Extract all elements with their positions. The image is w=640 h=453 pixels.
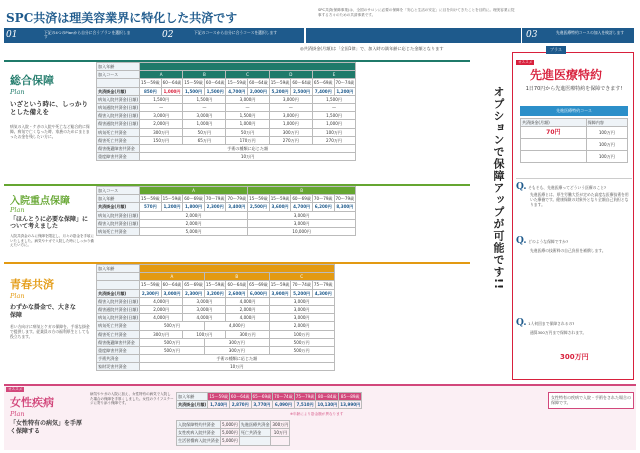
course-note: ◎共済掛金(月額)は「全国1律」で、加入時の満年齢に応じた金額となります bbox=[300, 46, 444, 51]
table-row: 病気入院共済金(日額) 2,000円 3,000円 bbox=[97, 211, 356, 219]
col-premium: 共済掛金(月額) bbox=[521, 119, 587, 127]
age-col: 15〜59歳 bbox=[141, 80, 160, 86]
table-row: 重度障害共済金 10万円 bbox=[97, 153, 356, 161]
premium-cell: 7,400円 bbox=[312, 87, 334, 95]
age-col: 15〜59歳 bbox=[227, 80, 247, 86]
table-row: 傷害死亡共済金 300万円 100万円 300万円 100万円 bbox=[97, 330, 335, 338]
course-a: A bbox=[140, 273, 205, 281]
course-b: B bbox=[248, 187, 356, 195]
table-row: 傷害後遺障害共済金 手術の種類に応じた額 bbox=[97, 144, 356, 152]
plus-badge: プラス bbox=[546, 46, 566, 54]
course-header: 加入コース bbox=[97, 71, 140, 79]
faq-amount: 300万円 bbox=[560, 353, 589, 361]
faq-answer: 先進医療の技術料の自己負担を補償します。 bbox=[530, 248, 606, 253]
premium-cell: 5,200円 bbox=[269, 87, 291, 95]
special-table bbox=[520, 118, 628, 163]
table-row: 100万円 bbox=[521, 139, 628, 151]
faq-1 bbox=[516, 182, 632, 192]
premium-cell: 1,000円 bbox=[161, 87, 183, 95]
course-b: B bbox=[204, 273, 269, 281]
side-note: 女性特有の疾病で入院・手術をされた場合の保障です。 bbox=[548, 392, 634, 409]
age-col: 15〜59歳 bbox=[270, 80, 290, 86]
premium-label: 共済掛金(月額) bbox=[97, 203, 140, 211]
plan-josei-note: ※年齢により掛金額が異なります bbox=[290, 412, 344, 416]
table-row: 100万円 bbox=[521, 151, 628, 163]
premium-cell: 1,200円 bbox=[334, 87, 356, 95]
course-c: C bbox=[226, 71, 269, 79]
special-desc: 1日70円から先進医療特約を保障できます! bbox=[525, 86, 623, 92]
course-c: C bbox=[269, 273, 334, 281]
special-title: 先進医療特約 bbox=[530, 68, 603, 82]
plan-josei-desc: 「女性特有の病気」を手厚く保障する bbox=[10, 420, 83, 435]
step-02: 02 bbox=[162, 30, 174, 40]
course-d: D bbox=[269, 71, 312, 79]
table-row: 傷害入院共済金(日額) 2,000円 3,000円 bbox=[97, 219, 356, 227]
divider bbox=[516, 178, 632, 179]
plan-seishun-name: 青春共済 bbox=[10, 278, 54, 291]
age-col: 60〜64歳 bbox=[249, 80, 268, 86]
age-col: 70〜74歳 bbox=[335, 80, 355, 86]
premium-cell: 1,500円 bbox=[204, 87, 226, 95]
faq-2 bbox=[516, 236, 632, 246]
table-row: 病気通院共済金(日額) — — — — — bbox=[97, 103, 356, 111]
faq-3 bbox=[516, 318, 632, 328]
table-row: 病気入院共済金(日額) 4,000円 4,000円 4,000円 3,000円 bbox=[97, 314, 335, 322]
table-row: 傷害通院共済金(日額) 2,000円 1,000円 1,000円 1,000円 1,000円 bbox=[97, 120, 356, 128]
intro-text: SPC共済(保障事業)は、全国のサロンに必要の保障を「安心と生活の安定」に目を向けてきたことを目的に。理美容業に従事する方々のための共済事業です。 bbox=[318, 8, 515, 18]
premium-cell: 2,500円 bbox=[291, 87, 313, 95]
age-header: 加入年齢 bbox=[97, 195, 140, 203]
faq-question: そもそも、先進医療ってどういう医療のこと? bbox=[528, 185, 607, 190]
plan-seishun-label: Plan bbox=[10, 292, 25, 300]
page-title: SPC共済は理美容業界に特化した共済です bbox=[6, 11, 238, 25]
table-row: 傷害入院共済金(日額) 3,000円 3,000円 1,500円 3,000円 1,500円 bbox=[97, 112, 356, 120]
table-row: 病気死亡共済金 500万円 4,000円 2,000円 bbox=[97, 322, 335, 330]
course-a: A bbox=[140, 71, 183, 79]
premium-cell: 2,000円 bbox=[248, 87, 270, 95]
q-icon: Q. bbox=[516, 318, 527, 328]
step-01-text: 下記の4つのPlanから自分に合うプランを選択します bbox=[44, 30, 131, 40]
plan-sogo-label: Plan bbox=[10, 88, 25, 96]
plan-nyuin-name: 入院重点保障 bbox=[10, 196, 70, 207]
premium-label: 共済掛金(月額) bbox=[97, 289, 140, 297]
q-icon: Q. bbox=[516, 182, 527, 192]
plan-seishun-detail: 若い方向けに病気とケガの保障を、手頃な掛金で提供します。従業員の方の福利厚生としても役立ちます。 bbox=[10, 324, 90, 340]
plan-seishun-desc: わずかな掛金で、大きな保障 bbox=[10, 304, 76, 319]
faq-answer: 通算300万円まで保障されます。 bbox=[530, 330, 587, 335]
step-03: 03 bbox=[526, 30, 538, 40]
premium-cell: 850円 bbox=[140, 87, 162, 95]
plan-sogo-detail: 病気の入院・ケガの入院や死亡など総合的に保障。病気で亡くなった時、家族のためにまとまったお金を残したい方に。 bbox=[10, 124, 90, 140]
faq-question: 1人何回まで保障されるの? bbox=[528, 321, 575, 326]
age-col: 65〜69歳 bbox=[313, 80, 333, 86]
age-col: 60〜64歳 bbox=[205, 80, 225, 86]
age-header: 加入年齢 bbox=[97, 63, 140, 71]
premium-cell: 4,700円 bbox=[226, 87, 248, 95]
course-e: E bbox=[312, 71, 355, 79]
plan-nyuin-label: Plan bbox=[10, 206, 25, 214]
table-row: 生活習慣病入院共済金 5,000円 bbox=[177, 437, 290, 445]
step-03-text: 先進医療特約コースの加入を検討します bbox=[556, 30, 625, 35]
osusume-badge: オススメ bbox=[518, 60, 533, 64]
premium-label: 共済掛金(月額) bbox=[178, 402, 207, 408]
plan-seishun-table: 加入年齢 A B C 15〜59歳 60〜64歳 65〜69歳 15〜59歳 60〜64歳 65〜69歳 15〜59歳 70〜74歳 75〜79歳 共済掛金(月額) 2,300円 3,000円 2,300円 3,200円 2,600円 6,000円 3,900円 5,200円 4,300円 傷害入院共済金(日額) 4,000円 3,000円 4,000円 3,000円 傷害通院共済金(日額) 2,000円 3,000円 2,000円 3,000円 病気入院共済金(日額) 4,000円 4,000円 4,000円 3,000円 病気死亡共済金 500万円 4,000円 2,000円 傷害死亡共済金 300万円 100万円 300万円 100万円 傷害後遺障害共済金 500万円 300万円 500万円 重度障害共済金 500万円 300万円 500万円 手術共済金 手術の種類に応じた額 家財災害共済金 10万円 bbox=[98, 266, 333, 370]
plan-josei-benefits bbox=[176, 420, 290, 446]
age-header: 加入年齢 bbox=[177, 393, 208, 401]
option-vertical-text: オプションで保障アップが可能です!! bbox=[492, 86, 505, 291]
col-benefit: 保障内容 bbox=[586, 119, 627, 127]
step-02-text: 下記のコースから自分に合うコースを選択します bbox=[194, 30, 278, 35]
course-b: B bbox=[183, 71, 226, 79]
table-row: 70円 100万円 bbox=[521, 127, 628, 139]
plan-nyuin-detail: 入院共済金のみに保障を限定し、月々の掛金を手頃にいたしました。病気やケガで入院した時にしっかり備えたい方に。 bbox=[10, 234, 94, 248]
age-col: 60〜64歳 bbox=[162, 80, 182, 86]
step-connector bbox=[306, 28, 521, 43]
osusume-badge: オススメ bbox=[8, 387, 23, 391]
table-row: 傷害死亡共済金 150万円 65万円 170万円 270万円 270万円 bbox=[97, 136, 356, 144]
table-row: 病気死亡共済金 300万円 50万円 50万円 300万円 100万円 bbox=[97, 128, 356, 136]
plan-sogo-desc: いざという時に、しっかりとした備えを bbox=[10, 100, 88, 116]
age-col: 15〜59歳 bbox=[184, 80, 203, 86]
table-row: 手術共済金 手術の種類に応じた額 bbox=[97, 355, 335, 363]
table-row: 女性疾病入院共済金 5,000円 死亡共済金 10万円 bbox=[177, 429, 290, 437]
table-row: 家財災害共済金 10万円 bbox=[97, 363, 335, 371]
plan-josei-detail: 病気やケガの入院に加え、女性特有の病気で入院した場合の保障を手厚くしました。女性のライフステージに寄り添う保障です。 bbox=[90, 392, 174, 406]
age-header: 加入年齢 bbox=[97, 265, 140, 273]
premium-label: 共済掛金(月額) bbox=[97, 87, 140, 95]
table-row: 病気死亡共済金 5,000円 10,000円 bbox=[97, 227, 356, 235]
table-row: 傷害後遺障害共済金 500万円 300万円 500万円 bbox=[97, 338, 335, 346]
plan-nyuin-desc: 「ほんとうに必要な保障」について考えました bbox=[10, 216, 89, 230]
table-row: 病気入院共済金(日額) 1,500円 1,500円 3,000円 3,000円 1,500円 bbox=[97, 95, 356, 103]
table-row: 重度障害共済金 500万円 300万円 500万円 bbox=[97, 346, 335, 354]
premium-cell: 1,500円 bbox=[183, 87, 205, 95]
plan-sogo-table bbox=[96, 62, 356, 161]
plan-josei-name: 女性疾病 bbox=[10, 396, 54, 409]
table-row: 入院保障特約共済金 5,000円 先進医療共済金 300万円 bbox=[178, 422, 289, 428]
plan-josei-table: 加入年齢 15〜59歳 60〜64歳 65〜69歳 70〜74歳 75〜79歳 80〜84歳 85〜89歳 共済掛金(月額) 1,740円 2,870円 3,770円 6,090円 7,510円 10,130円 13,990円 bbox=[178, 394, 361, 408]
plan-nyuin-table: 加入コース A B 加入年齢 15〜59歳 15〜59歳 60〜69歳 70〜79歳 70〜79歳 15〜59歳 15〜59歳 60〜69歳 70〜79歳 70〜79歳 共済掛金(月額) 570円 1,200円 1,800円 2,300円 3,400円 2,500円 3,600円 4,700円 6,200円 8,300円 病気入院共済金(日額) 2,000円 3,000円 傷害入院共済金(日額) 2,000円 3,000円 病気死亡共済金 5,000円 10,000円 bbox=[98, 188, 355, 235]
special-table-header: 先進医療特約コース bbox=[520, 106, 628, 116]
plan-josei-label: Plan bbox=[10, 410, 25, 418]
table-row: 傷害通院共済金(日額) 2,000円 3,000円 2,000円 3,000円 bbox=[97, 305, 335, 313]
faq-question: どのような保障ですか? bbox=[528, 239, 569, 244]
age-col: 60〜64歳 bbox=[292, 80, 311, 86]
q-icon: Q. bbox=[516, 236, 527, 246]
course-a: A bbox=[140, 187, 248, 195]
step-01: 01 bbox=[6, 30, 18, 40]
plan-sogo-name: 総合保障 bbox=[10, 74, 54, 87]
course-header: 加入コース bbox=[97, 187, 140, 195]
table-row: 傷害入院共済金(日額) 4,000円 3,000円 4,000円 3,000円 bbox=[97, 297, 335, 305]
faq-answer: 先進医療とは、厚生労働大臣が定めた高度な医療技術を用いた療養です。健康保険の対象外となり全額自己負担となります。 bbox=[530, 192, 629, 207]
